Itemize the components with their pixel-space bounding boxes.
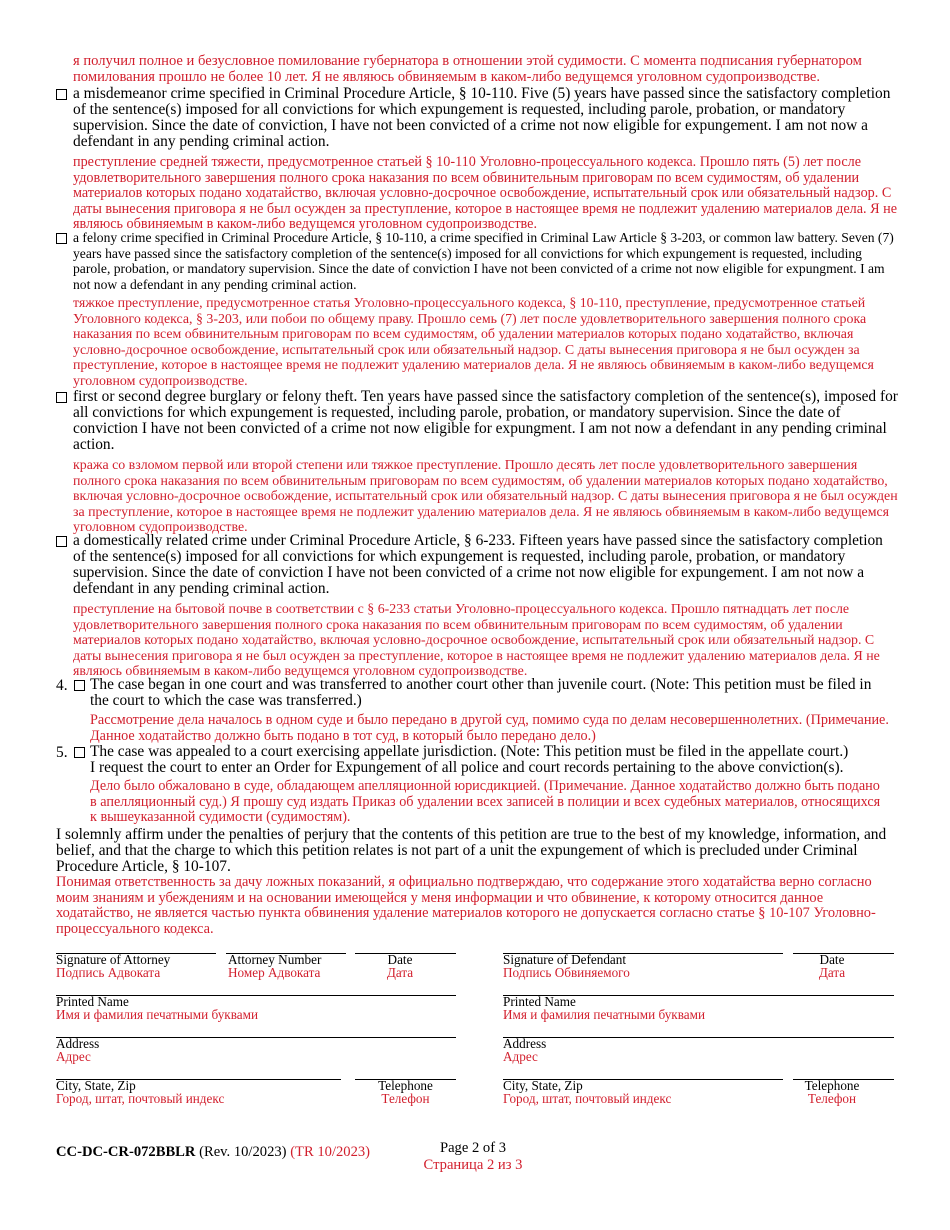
item-5-number: 5.: [56, 744, 68, 761]
burglary-text-en: first or second degree burglary or felony theft. Ten years have passed since the satisfactory completion of the sentence(s), imposed for all convictions for which expungement is requested, including parole, probation, or mandatory supervision. Since the date of conviction I have not been convicted of a crime not now eligible for expungment. I am not now a defendant in any pending criminal action.: [73, 388, 898, 453]
page-number: Page 2 of 3 Страница 2 из 3: [423, 1140, 523, 1173]
attorney-date-label: Date Дата: [386, 952, 414, 980]
domestic-text-en: a domestically related crime under Criminal Procedure Article, § 6-233. Fifteen years have passed since the satisfactory completion of the sentence(s) imposed for all convictions for which expungement is requested, including parole, probation, or mandatory supervision. Since the date of conviction I have not been convicted of a crime not now eligible for expungement. I am not now a defendant in any pending criminal action.: [73, 532, 883, 597]
affirmation-text-ru: Понимая ответственность за дачу ложных показаний, я официально подтверждаю, что содержание этого ходатайства верно согласно моим знаниям и убеждениям и на основании имеющейся у меня информации и что обвинение, к которому относится данное ходатайство, не является частью пункта обвинения удаление материалов которого не допускается согласно статье § 10-107 Уголовно-процессуального кодекса.: [56, 874, 876, 938]
attorney-number-label: Attorney Number Номер Адвоката: [228, 952, 322, 980]
transferred-text-en: The case began in one court and was transferred to another court other than juvenile court. (Note: This petition must be filed in the court to which the case was transferred.): [90, 676, 872, 709]
defendant-printed-name-label: Printed Name Имя и фамилия печатными буквами: [503, 994, 706, 1022]
attorney-address-line[interactable]: [56, 1037, 456, 1038]
item-4-number: 4.: [56, 677, 68, 694]
attorney-city-label: City, State, Zip Город, штат, почтовый индекс: [56, 1078, 225, 1106]
domestic-text-ru: преступление на бытовой почве в соответствии с § 6-233 статьи Уголовно-процессуального кодекса. Прошло пятнадцать лет после удовлетворительного завершения полного срока наказания по всем обвинительным приговорам по всем судимостям, об удалении материалов которых подано ходатайство, включая условно-досрочное освобождение, испытательный срок или обязательный надзор. С даты вынесения приговора я не был осужден за преступление, которое в настоящее время не подлежит удалению материалов дела. Я не являюсь обвиняемым в каком-либо ведущемся уголовном судопроизводстве.: [73, 602, 880, 679]
item-4-block: [90, 677, 890, 744]
form-id: CC-DC-CR-072BBLR: [56, 1144, 196, 1160]
attorney-address-label: Address Адрес: [56, 1036, 100, 1064]
attorney-telephone-label: Telephone Телефон: [378, 1078, 433, 1106]
form-translation-revision: (TR 10/2023): [290, 1144, 371, 1160]
felony-text-ru: тяжкое преступление, предусмотренное статья Уголовно-процессуального кодекса, § 10-110, преступление, предусмотренное статьей Уголовного кодекса, § 3-203, или побои по общему праву. Прошло семь (7) лет после удовлетворительного завершения полного срока наказания по всем обвинительным приговорам по всем судимостям, об удалении материалов которых подано ходатайство, включая условно-досрочное освобождение, испытательный срок или обязательный надзор. С даты вынесения приговора я не был осужден за преступление, которое в настоящее время не подлежит удалению материалов дела. Я не являюсь обвиняемым в каком-либо ведущемся уголовном судопроизводстве.: [73, 296, 874, 389]
defendant-signature-label: Signature of Defendant Подпись Обвиняемого: [503, 952, 630, 980]
pardon-paragraph-ru: я получил полное и безусловное помилование губернатора в отношении этой судимости. С момента подписания губернатором помилования прошло не более 10 лет. Я не являюсь обвиняемым в каком-либо ведущемся уголовном судопроизводстве.: [73, 53, 862, 85]
form-id-footer: [56, 1144, 370, 1161]
appealed-text-ru: Дело было обжаловано в суде, обладающем апелляционной юрисдикцией. (Примечание. Данное ходатайство должно быть подано в апелляционный суд.) Я прошу суд издать Приказ об удалении всех записей в полиции и всех судебных материалов, относящихся к вышеуказанной судимости (судимостям).: [90, 778, 881, 826]
affirmation-text-en: I solemnly affirm under the penalties of perjury that the contents of this petition are true to the best of my knowledge, information, and belief, and that the charge to which this petition relates is not part of a unit the expungement of which is precluded under Criminal Procedure Article, § 10-107.: [56, 826, 887, 875]
attorney-printed-name-label: Printed Name Имя и фамилия печатными буквами: [56, 994, 259, 1022]
item-5-block: [90, 744, 890, 826]
misdemeanor-text-en: a misdemeanor crime specified in Criminal Procedure Article, § 10-110. Five (5) years have passed since the satisfactory completion of the sentence(s) imposed for all convictions for which expungement is requested, including parole, probation, or mandatory supervision. Since the date of conviction, I have not been convicted of a crime not now eligible for expungement. I am not now a defendant in any pending criminal action.: [73, 85, 891, 150]
attorney-signature-label: Signature of Attorney Подпись Адвоката: [56, 952, 171, 980]
defendant-date-label: Date Дата: [818, 952, 846, 980]
felony-text-en: a felony crime specified in Criminal Procedure Article, § 10-110, a crime specified in Criminal Law Article § 3-203, or common law battery. Seven (7) years have passed since the satisfactory completion of the sentence(s) imposed for all convictions for which expungement is requested, including parole, probation, or mandatory supervision. Since the date of conviction I have not been convicted of a crime not now eligible for expungment. I am not now a defendant in any pending criminal action.: [73, 230, 894, 292]
burglary-text-ru: кража со взломом первой или второй степени или тяжкое преступление. Прошло десять лет после удовлетворительного завершения полного срока наказания по всем обвинительным приговорам по всем судимостям, об удалении материалов которых подано ходатайство, включая условно-досрочное освобождение, испытательный срок или обязательный надзор. С даты вынесения приговора я не был осужден за преступление, которое в настоящее время не подлежит удалению материалов дела. Я не являюсь обвиняемым в каком-либо ведущемся уголовном судопроизводстве.: [73, 458, 898, 535]
checkbox-appealed[interactable]: [74, 747, 85, 758]
checkbox-transferred[interactable]: [74, 680, 85, 691]
defendant-address-label: Address Адрес: [503, 1036, 547, 1064]
defendant-address-line[interactable]: [503, 1037, 894, 1038]
defendant-city-label: City, State, Zip Город, штат, почтовый индекс: [503, 1078, 672, 1106]
misdemeanor-text-ru: преступление средней тяжести, предусмотренное статьей § 10-110 Уголовно-процессуального кодекса. Прошло пять (5) лет после удовлетворительного завершения полного срока наказания по всем обвинительным приговорам по всем судимостям, об удалении материалов которых подано ходатайство, включая условно-досрочное освобождение, испытательный срок или обязательный надзор. С даты вынесения приговора я не был осужден за преступление, которое в настоящее время не подлежит удалению материалов дела. Я не являюсь обвиняемым в каком-либо ведущемся уголовном судопроизводстве.: [73, 154, 898, 233]
checkbox-burglary[interactable]: [56, 392, 67, 403]
checkbox-misdemeanor[interactable]: [56, 89, 67, 100]
request-text-en: I request the court to enter an Order for Expungement of all police and court records pertaining to the above conviction(s).: [90, 759, 844, 776]
appealed-text-en: The case was appealed to a court exercising appellate jurisdiction. (Note: This petition must be filed in the appellate court.): [90, 743, 849, 760]
defendant-telephone-label: Telephone Телефон: [804, 1078, 860, 1106]
checkbox-domestic[interactable]: [56, 536, 67, 547]
transferred-text-ru: Рассмотрение дела началось в одном суде и было передано в другой суд, помимо суда по делам несовершеннолетних. (Примечание. Данное ходатайство должно быть подано в тот суд, в который было передано дело.): [90, 712, 889, 744]
form-revision: (Rev. 10/2023): [199, 1144, 287, 1160]
affirmation-block: [56, 827, 896, 938]
checkbox-felony[interactable]: [56, 233, 67, 244]
